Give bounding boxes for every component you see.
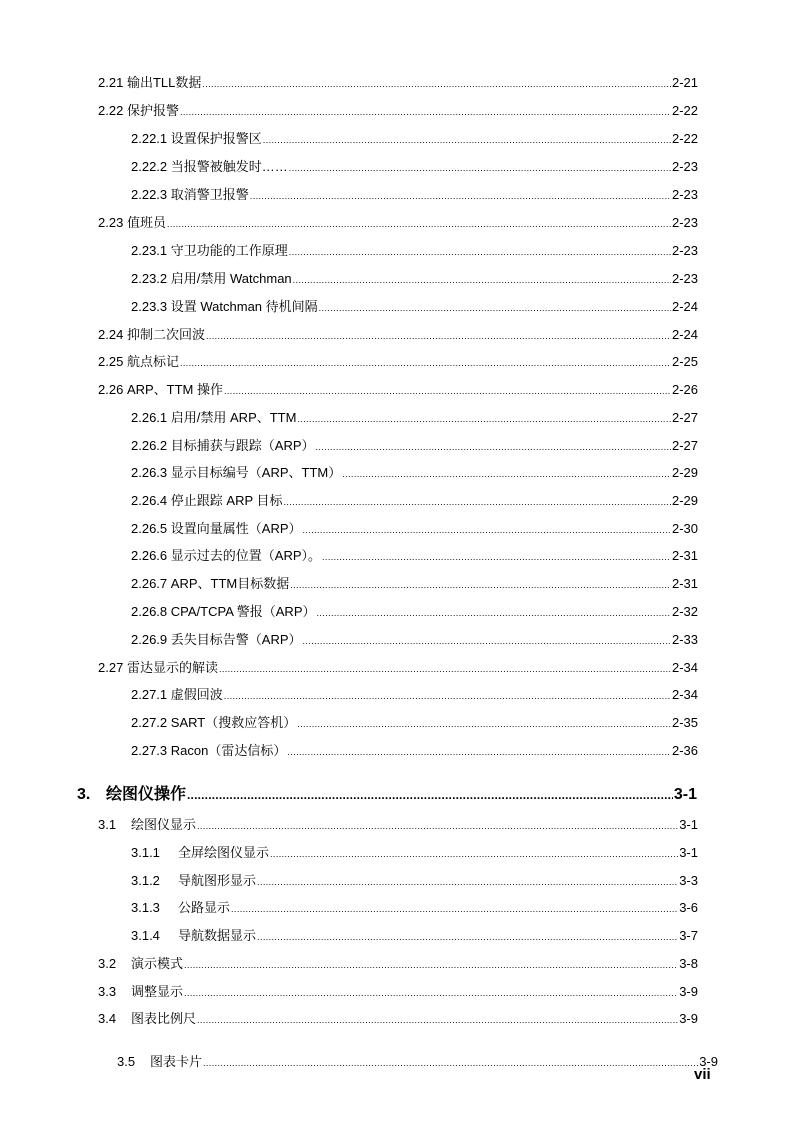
toc-entry-title: 图表比例尺 bbox=[131, 1011, 197, 1026]
toc-entry-title: 取消警卫报警 bbox=[170, 187, 249, 202]
toc-entry-number: 2.26.6 bbox=[131, 548, 168, 563]
toc-entry-title: 停止跟踪 ARP 目标 bbox=[170, 493, 283, 508]
toc-entry-number: 3.1.4 bbox=[131, 928, 160, 943]
toc-entry-title: 守卫功能的工作原理 bbox=[170, 243, 288, 258]
toc-entry-page: 2-31 bbox=[671, 576, 698, 591]
toc-entry-page: 2-23 bbox=[671, 243, 698, 258]
toc-entry-page: 2-24 bbox=[671, 299, 698, 314]
toc-entry-number: 3.2 bbox=[98, 956, 117, 971]
toc-entry[interactable] bbox=[98, 75, 698, 92]
toc-entry-number: 2.26.7 bbox=[131, 576, 168, 591]
toc-entry-page: 3-7 bbox=[679, 928, 698, 943]
toc-entry[interactable] bbox=[131, 271, 698, 288]
dot-leader bbox=[231, 901, 678, 917]
toc-entry-title: 保护报警 bbox=[126, 103, 179, 118]
dot-leader bbox=[303, 633, 671, 649]
toc-entry-number: 2.23.3 bbox=[131, 299, 168, 314]
toc-entry-title: 虚假回波 bbox=[170, 687, 223, 702]
toc-entry-number: 2.22 bbox=[98, 103, 124, 118]
toc-entry-page: 2-25 bbox=[671, 354, 698, 369]
toc-entry-number: 2.23.2 bbox=[131, 271, 168, 286]
dot-leader bbox=[224, 383, 671, 399]
toc-entry-page: 3-1 bbox=[679, 845, 698, 860]
toc-entry-number: 2.26.9 bbox=[131, 632, 168, 647]
toc-entry[interactable] bbox=[131, 548, 698, 565]
toc-entry-number: 3.1.1 bbox=[131, 845, 160, 860]
dot-leader bbox=[317, 605, 671, 621]
toc-entry-number: 3.5 bbox=[117, 1054, 136, 1069]
dot-leader bbox=[263, 132, 671, 148]
toc-entry-page: 2-29 bbox=[671, 465, 698, 480]
toc-entry-number: 2.22.3 bbox=[131, 187, 168, 202]
toc-entry[interactable] bbox=[131, 131, 698, 148]
toc-entry[interactable] bbox=[131, 845, 698, 862]
dot-leader bbox=[257, 874, 678, 890]
toc-entry-page: 2-22 bbox=[671, 103, 698, 118]
toc-entry-title: ARP、TTM目标数据 bbox=[170, 576, 290, 591]
toc-entry-title: 丢失目标告警（ARP） bbox=[170, 632, 302, 647]
toc-entry-number: 2.22.2 bbox=[131, 159, 168, 174]
toc-entry[interactable] bbox=[131, 493, 698, 510]
toc-entry-title: 公路显示 bbox=[178, 900, 231, 915]
dot-leader bbox=[184, 957, 678, 973]
toc-entry-page: 2-21 bbox=[671, 75, 698, 90]
toc-entry-page: 3-9 bbox=[679, 984, 698, 999]
toc-entry[interactable] bbox=[98, 660, 698, 677]
toc-entry-number: 2.23 bbox=[98, 215, 124, 230]
toc-entry-number: 2.24 bbox=[98, 327, 124, 342]
dot-leader bbox=[180, 104, 671, 120]
toc-entry-title: 设置 Watchman 待机间隔 bbox=[170, 299, 318, 314]
toc-entry-title: 绘图仪操作 bbox=[106, 786, 187, 803]
toc-entry-number: 2.27.3 bbox=[131, 743, 168, 758]
toc-entry-page: 2-34 bbox=[671, 687, 698, 702]
toc-entry-title: 值班员 bbox=[126, 215, 166, 230]
toc-entry-number: 2.22.1 bbox=[131, 131, 168, 146]
toc-entry-number: 3.1.3 bbox=[131, 900, 160, 915]
toc-entry-page: 2-27 bbox=[671, 438, 698, 453]
toc-entry[interactable] bbox=[98, 1011, 698, 1028]
toc-entry[interactable] bbox=[98, 382, 698, 399]
dot-leader bbox=[257, 929, 678, 945]
toc-entry-number: 2.27.1 bbox=[131, 687, 168, 702]
toc-entry-title: 导航图形显示 bbox=[178, 873, 257, 888]
toc-entry-number: 2.26.8 bbox=[131, 604, 168, 619]
toc-chapter-entry[interactable] bbox=[77, 785, 697, 805]
dot-leader bbox=[270, 846, 678, 862]
toc-entry-page: 2-23 bbox=[671, 271, 698, 286]
dot-leader bbox=[297, 411, 671, 427]
toc-entry[interactable] bbox=[131, 410, 698, 427]
dot-leader bbox=[287, 744, 671, 760]
toc-entry-title: 输出TLL数据 bbox=[126, 75, 202, 90]
dot-leader bbox=[293, 272, 671, 288]
toc-entry-title: 显示过去的位置（ARP）。 bbox=[170, 548, 322, 563]
dot-leader bbox=[316, 439, 671, 455]
dot-leader bbox=[167, 216, 671, 232]
dot-leader bbox=[197, 1012, 678, 1028]
toc-entry-title: CPA/TCPA 警报（ARP） bbox=[170, 604, 316, 619]
toc-entry-number: 2.26.4 bbox=[131, 493, 168, 508]
toc-entry-number: 2.26 bbox=[98, 382, 124, 397]
toc-entry[interactable] bbox=[131, 715, 698, 732]
toc-entry-page: 2-22 bbox=[671, 131, 698, 146]
toc-entry-page: 2-23 bbox=[671, 159, 698, 174]
toc-entry-title: Racon（雷达信标） bbox=[170, 743, 287, 758]
toc-entry-page: 2-33 bbox=[671, 632, 698, 647]
dot-leader bbox=[250, 188, 671, 204]
toc-entry[interactable] bbox=[98, 354, 698, 371]
toc-entry[interactable] bbox=[131, 576, 698, 593]
toc-entry-title: 启用/禁用 Watchman bbox=[170, 271, 292, 286]
toc-entry[interactable] bbox=[131, 928, 698, 945]
toc-entry[interactable] bbox=[98, 817, 698, 834]
toc-entry-number: 2.21 bbox=[98, 75, 124, 90]
toc-entry-number: 3.1 bbox=[98, 817, 117, 832]
dot-leader bbox=[303, 522, 671, 538]
toc-entry[interactable] bbox=[117, 1054, 718, 1071]
toc-entry-number: 3.1.2 bbox=[131, 873, 160, 888]
toc-entry-page: 2-31 bbox=[671, 548, 698, 563]
dot-leader bbox=[289, 244, 671, 260]
toc-entry-page: 2-30 bbox=[671, 521, 698, 536]
toc-entry[interactable] bbox=[131, 187, 698, 204]
toc-entry-page: 2-29 bbox=[671, 493, 698, 508]
toc-entry-number: 2.27.2 bbox=[131, 715, 168, 730]
toc-entry-title: 演示模式 bbox=[131, 956, 184, 971]
dot-leader bbox=[219, 661, 671, 677]
toc-entry-number: 2.25 bbox=[98, 354, 124, 369]
dot-leader bbox=[184, 985, 678, 1001]
toc-entry-number: 3. bbox=[77, 786, 91, 803]
dot-leader bbox=[202, 76, 671, 92]
toc-entry-page: 3-6 bbox=[679, 900, 698, 915]
toc-entry-title: 导航数据显示 bbox=[178, 928, 257, 943]
toc-entry[interactable] bbox=[98, 103, 698, 120]
toc-entry[interactable] bbox=[131, 632, 698, 649]
toc-entry-number: 3.4 bbox=[98, 1011, 117, 1026]
dot-leader bbox=[203, 1055, 698, 1071]
toc-entry-title: 全屏绘图仪显示 bbox=[178, 845, 270, 860]
toc-entry-title: 调整显示 bbox=[131, 984, 184, 999]
toc-entry-number: 2.26.2 bbox=[131, 438, 168, 453]
toc-entry-page: 3-1 bbox=[679, 817, 698, 832]
dot-leader bbox=[197, 818, 678, 834]
dot-leader bbox=[322, 549, 671, 565]
toc-entry-title: 图表卡片 bbox=[150, 1054, 203, 1069]
toc-entry-page: 3-9 bbox=[679, 1011, 698, 1026]
toc-entry[interactable] bbox=[131, 159, 698, 176]
dot-leader bbox=[289, 160, 671, 176]
toc-entry-title: 显示目标编号（ARP、TTM） bbox=[170, 465, 342, 480]
dot-leader bbox=[297, 716, 671, 732]
page-number: vii bbox=[694, 1066, 711, 1083]
dot-leader bbox=[342, 466, 671, 482]
toc-entry-title: 雷达显示的解读 bbox=[126, 660, 218, 675]
toc-entry-page: 3-1 bbox=[673, 786, 697, 803]
toc-entry[interactable] bbox=[98, 327, 698, 344]
toc-entry-title: 设置向量属性（ARP） bbox=[170, 521, 302, 536]
toc-entry-title: 航点标记 bbox=[126, 354, 179, 369]
toc-entry[interactable] bbox=[131, 873, 698, 890]
dot-leader bbox=[187, 785, 673, 805]
toc-entry-title: 抑制二次回波 bbox=[126, 327, 205, 342]
toc-entry-page: 2-23 bbox=[671, 187, 698, 202]
dot-leader bbox=[290, 577, 671, 593]
toc-entry-title: SART（搜救应答机） bbox=[170, 715, 297, 730]
toc-entry[interactable] bbox=[98, 956, 698, 973]
toc-entry-page: 3-9 bbox=[699, 1054, 718, 1069]
toc-entry-number: 3.3 bbox=[98, 984, 117, 999]
toc-entry-page: 2-24 bbox=[671, 327, 698, 342]
toc-entry-page: 3-3 bbox=[679, 873, 698, 888]
toc-entry[interactable] bbox=[98, 215, 698, 232]
toc-entry-number: 2.27 bbox=[98, 660, 124, 675]
toc-entry[interactable] bbox=[131, 438, 698, 455]
toc-entry-title: 启用/禁用 ARP、TTM bbox=[170, 410, 297, 425]
toc-entry-page: 2-23 bbox=[671, 215, 698, 230]
toc-entry-page: 2-34 bbox=[671, 660, 698, 675]
toc-entry[interactable] bbox=[131, 299, 698, 316]
dot-leader bbox=[224, 688, 671, 704]
toc-entry-title: 设置保护报警区 bbox=[170, 131, 262, 146]
dot-leader bbox=[284, 494, 671, 510]
toc-entry-number: 2.26.3 bbox=[131, 465, 168, 480]
dot-leader bbox=[206, 328, 671, 344]
toc-entry-number: 2.26.5 bbox=[131, 521, 168, 536]
dot-leader bbox=[180, 355, 671, 371]
toc-entry[interactable] bbox=[131, 604, 698, 621]
toc-entry-title: 当报警被触发时…… bbox=[170, 159, 288, 174]
dot-leader bbox=[319, 300, 671, 316]
toc-entry-page: 2-35 bbox=[671, 715, 698, 730]
toc-entry[interactable] bbox=[131, 243, 698, 260]
toc-entry-page: 2-27 bbox=[671, 410, 698, 425]
toc-entry-title: 绘图仪显示 bbox=[131, 817, 197, 832]
toc-entry-page: 3-8 bbox=[679, 956, 698, 971]
toc-entry-page: 2-26 bbox=[671, 382, 698, 397]
toc-entry[interactable] bbox=[131, 687, 698, 704]
toc-entry-title: 目标捕获与跟踪（ARP） bbox=[170, 438, 315, 453]
toc-entry-page: 2-36 bbox=[671, 743, 698, 758]
toc-entry[interactable] bbox=[131, 465, 698, 482]
toc-entry[interactable] bbox=[131, 521, 698, 538]
toc-entry[interactable] bbox=[98, 984, 698, 1001]
toc-entry[interactable] bbox=[131, 900, 698, 917]
toc-entry-title: ARP、TTM 操作 bbox=[126, 382, 223, 397]
toc-entry-number: 2.26.1 bbox=[131, 410, 168, 425]
toc-entry-number: 2.23.1 bbox=[131, 243, 168, 258]
toc-entry[interactable] bbox=[131, 743, 698, 760]
toc-entry-page: 2-32 bbox=[671, 604, 698, 619]
